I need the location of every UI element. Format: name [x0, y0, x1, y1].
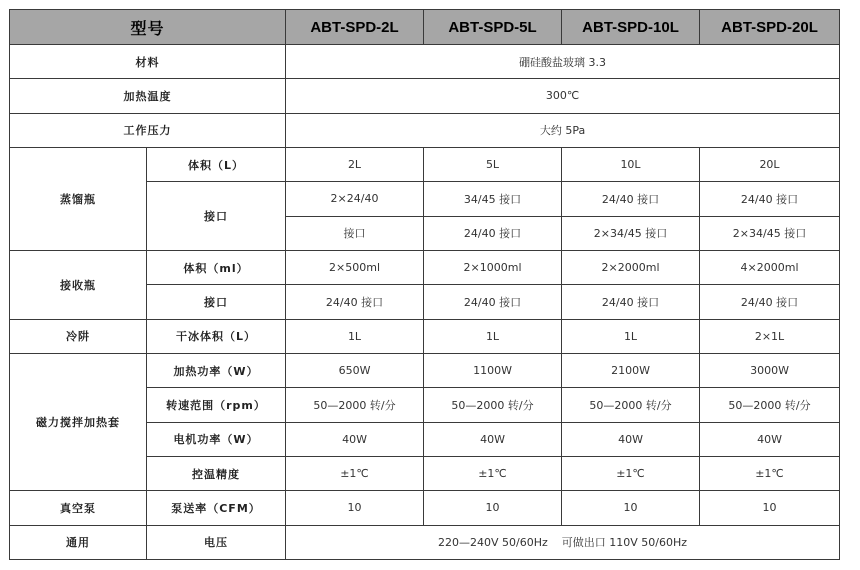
vacuum-pump-label: 真空泵: [10, 491, 147, 525]
motor-power-value: 40W: [562, 422, 700, 456]
speed-range-value: 50—2000 转/分: [424, 388, 562, 422]
dry-ice-value: 2×1L: [700, 319, 840, 353]
recv-joint-value: 24/40 接口: [700, 285, 840, 319]
pump-rate-value: 10: [286, 491, 424, 525]
heating-temp-value: 300℃: [286, 79, 840, 113]
vacuum-pump-row: [10, 491, 840, 525]
heating-power-row: [10, 353, 840, 387]
temp-accuracy-value: ±1℃: [424, 456, 562, 490]
speed-range-label: 转速范围（rpm）: [147, 388, 286, 422]
heating-temp-label: 加热温度: [10, 79, 286, 113]
model-2l: ABT-SPD-2L: [286, 10, 424, 45]
dry-ice-value: 1L: [424, 319, 562, 353]
pump-rate-label: 泵送率（CFM）: [147, 491, 286, 525]
motor-power-value: 40W: [286, 422, 424, 456]
dist-joint-line2: 接口: [286, 216, 424, 250]
material-row: [10, 45, 840, 79]
mantle-label: 磁力搅拌加热套: [10, 353, 147, 490]
dist-volume-label: 体积（L）: [147, 147, 286, 181]
dry-ice-value: 1L: [562, 319, 700, 353]
speed-range-value: 50—2000 转/分: [562, 388, 700, 422]
working-pressure-row: [10, 113, 840, 147]
heating-power-value: 3000W: [700, 353, 840, 387]
header-row: [10, 10, 840, 45]
heating-power-label: 加热功率（W）: [147, 353, 286, 387]
voltage-value: 220—240V 50/60Hz 可做出口 110V 50/60Hz: [286, 525, 840, 559]
temp-accuracy-value: ±1℃: [562, 456, 700, 490]
recv-joint-value: 24/40 接口: [286, 285, 424, 319]
dist-joint-line1: 24/40 接口: [562, 182, 700, 216]
model-5l: ABT-SPD-5L: [424, 10, 562, 45]
dist-volume-value: 5L: [424, 147, 562, 181]
working-pressure-value: 大约 5Pa: [286, 113, 840, 147]
material-label: 材料: [10, 45, 286, 79]
cold-trap-label: 冷阱: [10, 319, 147, 353]
speed-range-value: 50—2000 转/分: [700, 388, 840, 422]
model-20l: ABT-SPD-20L: [700, 10, 840, 45]
dry-ice-value: 1L: [286, 319, 424, 353]
temp-accuracy-value: ±1℃: [700, 456, 840, 490]
recv-volume-value: 2×1000ml: [424, 250, 562, 284]
motor-power-value: 40W: [424, 422, 562, 456]
dist-joint-line1: 24/40 接口: [700, 182, 840, 216]
general-row: [10, 525, 840, 559]
dist-joint-line1: 2×24/40: [286, 182, 424, 216]
recv-volume-row: [10, 250, 840, 284]
model-label: 型号: [10, 10, 286, 45]
pump-rate-value: 10: [424, 491, 562, 525]
dry-ice-label: 干冰体积（L）: [147, 319, 286, 353]
working-pressure-label: 工作压力: [10, 113, 286, 147]
recv-volume-value: 4×2000ml: [700, 250, 840, 284]
dist-joint-line1: 34/45 接口: [424, 182, 562, 216]
heating-power-value: 1100W: [424, 353, 562, 387]
dist-volume-row: [10, 147, 840, 181]
heating-power-value: 2100W: [562, 353, 700, 387]
motor-power-label: 电机功率（W）: [147, 422, 286, 456]
recv-volume-value: 2×500ml: [286, 250, 424, 284]
recv-joint-value: 24/40 接口: [562, 285, 700, 319]
recv-flask-label: 接收瓶: [10, 250, 147, 319]
cold-trap-row: [10, 319, 840, 353]
dist-volume-value: 20L: [700, 147, 840, 181]
dist-volume-value: 10L: [562, 147, 700, 181]
voltage-label: 电压: [147, 525, 286, 559]
dist-joint-line2: 2×34/45 接口: [700, 216, 840, 250]
recv-joint-value: 24/40 接口: [424, 285, 562, 319]
recv-joint-label: 接口: [147, 285, 286, 319]
dist-joint-line2: 24/40 接口: [424, 216, 562, 250]
material-value: 硼硅酸盐玻璃 3.3: [286, 45, 840, 79]
dist-volume-value: 2L: [286, 147, 424, 181]
spec-table: [9, 9, 840, 560]
pump-rate-value: 10: [562, 491, 700, 525]
heating-power-value: 650W: [286, 353, 424, 387]
heating-temp-row: [10, 79, 840, 113]
model-10l: ABT-SPD-10L: [562, 10, 700, 45]
dist-flask-label: 蒸馏瓶: [10, 147, 147, 250]
recv-volume-value: 2×2000ml: [562, 250, 700, 284]
speed-range-value: 50—2000 转/分: [286, 388, 424, 422]
motor-power-value: 40W: [700, 422, 840, 456]
recv-volume-label: 体积（ml）: [147, 250, 286, 284]
general-label: 通用: [10, 525, 147, 559]
pump-rate-value: 10: [700, 491, 840, 525]
dist-joint-line2: 2×34/45 接口: [562, 216, 700, 250]
temp-accuracy-value: ±1℃: [286, 456, 424, 490]
temp-accuracy-label: 控温精度: [147, 456, 286, 490]
dist-joint-label: 接口: [147, 182, 286, 251]
